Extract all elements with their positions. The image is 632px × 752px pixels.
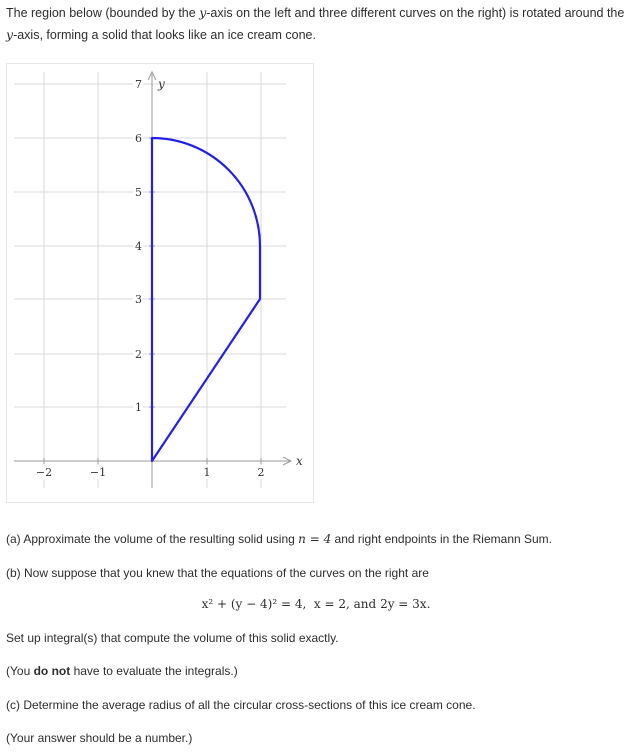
part-a-prefix: (a) Approximate the volume of the resulting solid using <box>6 532 299 546</box>
part-a-question <box>6 531 626 547</box>
setup-instruction: Set up integral(s) that compute the volume of this solid exactly. <box>6 631 339 645</box>
y-tick-label: 7 <box>135 78 142 91</box>
equation-and: and <box>353 597 377 611</box>
y-tick-label: 3 <box>135 293 142 306</box>
intro-text-2: -axis on the left and three different curves on the right) is rotated around the <box>206 6 625 20</box>
intro-text-3: -axis, forming a solid that looks like an ice cream cone. <box>13 28 316 42</box>
y-axis-label: y <box>158 77 165 91</box>
grid-lines <box>14 72 286 488</box>
note1-post: have to evaluate the integrals.) <box>70 664 238 678</box>
y-tick-label: 1 <box>135 401 142 414</box>
intro-var-y: y <box>199 5 207 20</box>
note1-pre: (You <box>6 664 34 678</box>
intro-text-1: The region below (bounded by the <box>6 6 200 20</box>
part-a-suffix: and right endpoints in the Riemann Sum. <box>331 532 553 546</box>
graph-svg <box>7 64 313 502</box>
y-tick-label: 5 <box>135 186 142 199</box>
x-tick-label: 2 <box>257 466 265 479</box>
x-axis-label: x <box>296 454 303 468</box>
intro-var-y-2: y <box>6 27 14 42</box>
equation-line-x: x = 2, <box>313 597 350 611</box>
intro-paragraph <box>6 2 626 46</box>
x-tick-label: −1 <box>89 466 107 479</box>
tick-labels <box>33 77 267 479</box>
x-tick-label: −2 <box>35 466 53 479</box>
y-tick-label: 6 <box>135 132 142 145</box>
equation-slant-line: 2y = 3x. <box>380 597 431 611</box>
note-number-answer: (Your answer should be a number.) <box>6 731 193 745</box>
note1-bold: do not <box>33 664 71 678</box>
equation-circle: x² + (y − 4)² = 4, <box>201 597 307 611</box>
curve-equations <box>0 597 632 611</box>
part-c-question: (c) Determine the average radius of all the circular cross-sections of this ice cream cone. <box>6 698 476 712</box>
y-tick-label: 4 <box>135 240 142 253</box>
part-a-math: n = 4 <box>298 532 332 546</box>
x-tick-label: 1 <box>203 466 211 479</box>
part-b-question: (b) Now suppose that you knew that the equations of the curves on the right are <box>6 566 429 580</box>
y-tick-label: 2 <box>135 348 142 361</box>
note-do-not-evaluate <box>6 663 626 679</box>
region-graph <box>6 63 314 503</box>
